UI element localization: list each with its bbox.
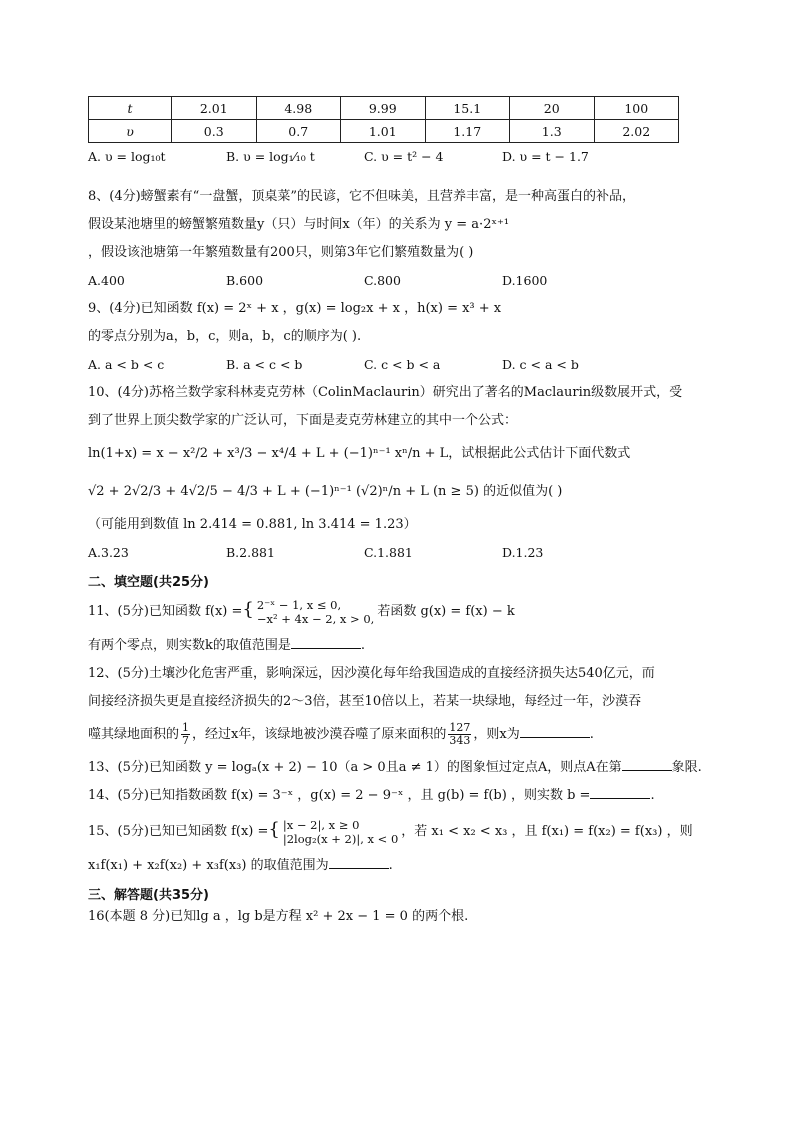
- q8-line2: 假设某池塘里的螃蟹繁殖数量y（只）与时间x（年）的关系为 y = a·2ˣ⁺¹: [88, 217, 510, 232]
- q16-line: 16(本题 8 分)已知lg a ，lg b是方程 x² + 2x − 1 = 0 的两个根.: [88, 909, 469, 924]
- option-b: B.2.881: [226, 545, 275, 560]
- option-c: C. υ = t² − 4: [364, 149, 444, 164]
- q10-formula-line: ln(1+x) = x − x²/2 + x³/3 − x⁴/4 + L + (−1)ⁿ⁻¹ xⁿ/n + L，试根据此公式估计下面代数式: [88, 446, 631, 461]
- q15-line2: x₁f(x₁) + x₂f(x₂) + x₃f(x₃) 的取值范围为 .: [88, 852, 700, 880]
- section-fill-in-heading: 二、填空题(共25分): [88, 575, 209, 590]
- table-row: t 2.01 4.98 9.99 15.1 20 100: [89, 97, 679, 120]
- option-b: B. a < c < b: [226, 357, 303, 372]
- data-table: [88, 96, 679, 143]
- section-solve-heading: 三、解答题(共35分): [88, 888, 209, 903]
- q12-line1: 12、(5分)土壤沙化危害严重，影响深远，因沙漠化每年给我国造成的直接经济损失达540亿元，而: [88, 666, 655, 681]
- piecewise-function: |x − 2|, x ≥ 0 |2log₂(x + 2)|, x < 0: [282, 817, 399, 846]
- q10-hint: （可能用到数值 ln 2.414 = 0.881, ln 3.414 = 1.23）: [88, 517, 417, 532]
- option-a: A. υ = log₁₀t: [88, 149, 166, 164]
- maclaurin-formula: ln(1+x) = x − x²/2 + x³/3 − x⁴/4 + L + (−1)ⁿ⁻¹ xⁿ/n + L: [88, 446, 449, 461]
- series-expression: √2 + 2√2/3 + 4√2/5 − 4/3 + L + (−1)ⁿ⁻¹ (√2)ⁿ/n + L (n ≥ 5): [88, 484, 479, 499]
- q10-series-line: √2 + 2√2/3 + 4√2/5 − 4/3 + L + (−1)ⁿ⁻¹ (√2)ⁿ/n + L (n ≥ 5) 的近似值为( ): [88, 484, 563, 499]
- option-d: D. υ = t − 1.7: [502, 149, 589, 164]
- q11-line1: 11、(5分)已知函数 f(x) ={ 2⁻ˣ − 1, x ≤ 0, −x² + 4x − 2, x > 0, 若函数 g(x) = f(x) − k: [88, 597, 515, 626]
- q9-line2: 的零点分别为a，b，c，则a，b，c的顺序为( ).: [88, 329, 362, 344]
- q12-line3: 噬其绿地面积的 $\frac{1}{7}$ ，经过x年，该绿地被沙漠吞噬了原来面积的 $\frac{127}{343}$ ，则x为 .: [88, 721, 594, 747]
- option-c: C. c < b < a: [364, 357, 441, 372]
- option-a: A. a < b < c: [88, 357, 165, 372]
- q8-line1: 8、(4分)螃蟹素有“一盘蟹，顶桌菜”的民谚，它不但味美，且营养丰富，是一种高蛋白的补品，: [88, 189, 635, 204]
- q7-options: [88, 149, 700, 177]
- option-c: C.800: [364, 273, 401, 288]
- q15-line1: 15、(5分)已知已知函数 f(x) ={ |x − 2|, x ≥ 0 |2log₂(x + 2)|, x < 0 ，若 x₁ < x₂ < x₃ ，且 f(x₁) = f(x₂) = f(x₃) ，则: [88, 817, 693, 846]
- q13-line: 13、(5分)已知函数 y = logₐ(x + 2) − 10（a > 0且a ≠ 1）的图象恒过定点A，则点A在第 象限.: [88, 754, 700, 782]
- q11-line2: 有两个零点，则实数k的取值范围是 .: [88, 632, 700, 660]
- q10-line1: 10、(4分)苏格兰数学家科林麦克劳林（ColinMaclaurin）研究出了著名的Maclaurin级数展开式，受: [88, 385, 683, 400]
- option-b: B.600: [226, 273, 264, 288]
- option-d: D.1.23: [502, 545, 544, 560]
- answer-blank[interactable]: [329, 854, 389, 869]
- option-a: A.3.23: [88, 545, 129, 560]
- option-d: D.1600: [502, 273, 548, 288]
- q9-line1: 9、(4分)已知函数 f(x) = 2ˣ + x ，g(x) = log₂x + x ，h(x) = x³ + x: [88, 301, 502, 316]
- answer-blank[interactable]: [520, 723, 590, 738]
- fraction: $\frac{1}{7}$: [182, 721, 190, 747]
- option-d: D. c < a < b: [502, 357, 579, 372]
- option-b: B. υ = log₁⁄₁₀ t: [226, 149, 315, 164]
- table-row: υ 0.3 0.7 1.01 1.17 1.3 2.02: [89, 120, 679, 143]
- q8-options: [88, 267, 700, 295]
- option-c: C.1.881: [364, 545, 413, 560]
- answer-blank[interactable]: [622, 756, 672, 771]
- option-a: A.400: [88, 273, 125, 288]
- q8-line3: ，假设该池塘第一年繁殖数量有200只，则第3年它们繁殖数量为( ): [88, 245, 474, 260]
- q14-line: 14、(5分)已知指数函数 f(x) = 3⁻ˣ ，g(x) = 2 − 9⁻ˣ ，且 g(b) = f(b) ，则实数 b = .: [88, 782, 700, 810]
- q9-options: [88, 351, 700, 379]
- answer-blank[interactable]: [590, 784, 650, 799]
- q10-options: [88, 539, 700, 567]
- fraction: $\frac{127}{343}$: [449, 721, 471, 747]
- q10-line2: 到了世界上顶尖数学家的广泛认可，下面是麦克劳林建立的其中一个公式：: [88, 413, 518, 428]
- worksheet-page: [88, 96, 700, 931]
- q12-line2: 间接经济损失更是直接经济损失的2～3倍，甚至10倍以上，若某一块绿地，每经过一年，沙漠吞: [88, 694, 642, 709]
- piecewise-function: 2⁻ˣ − 1, x ≤ 0, −x² + 4x − 2, x > 0,: [256, 597, 375, 626]
- answer-blank[interactable]: [291, 634, 361, 649]
